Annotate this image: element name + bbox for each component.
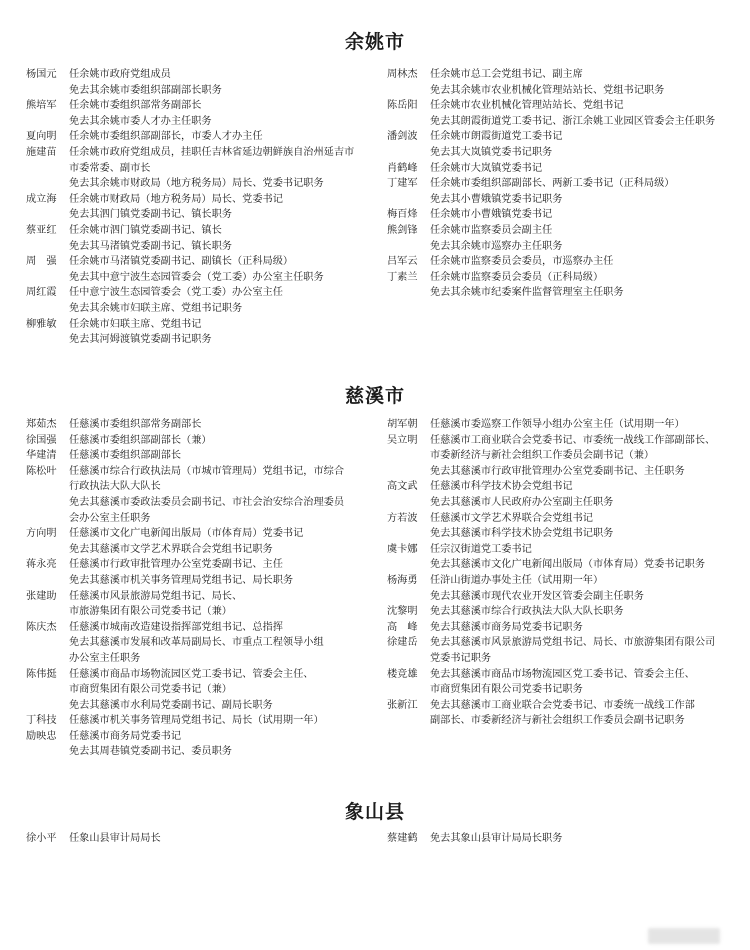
appointment-details	[430, 98, 727, 129]
appointment-details	[430, 270, 727, 301]
cixi-left-column	[26, 417, 366, 760]
person-name: 熊剑锋	[387, 224, 418, 236]
appointment-line: 免去其余姚市巡察办主任职务	[430, 240, 563, 252]
person-name: 胡军朝	[387, 419, 418, 430]
appointment-line: 免去其周巷镇党委副书记、委员职务	[69, 746, 232, 758]
appointment-line: 党委书记职务	[430, 652, 492, 664]
appointment-details	[430, 511, 727, 542]
appointment-line: 任余姚市政府党组成员，挂职任吉林省延边朝鲜族自治州延吉市	[69, 146, 355, 158]
appointment-line: 任慈溪市行政审批管理办公室党委副书记、主任	[69, 559, 283, 571]
appointment-line: 任慈溪市委组织部副部长（兼）	[69, 434, 212, 446]
appointment-line: 免去其慈溪市人民政府办公室副主任职务	[430, 496, 614, 508]
appointment-line: 免去其余姚市纪委案件监督管理室主任职务	[430, 287, 624, 299]
person-name: 成立海	[26, 193, 57, 205]
person-name: 熊培军	[26, 100, 57, 112]
cixi-right-column	[387, 417, 727, 729]
person-name: 潘剑波	[387, 131, 418, 143]
person-name: 蒋永亮	[26, 559, 57, 571]
appointment-line: 免去其慈溪市综合行政执法大队大队长职务	[430, 606, 624, 618]
appointment-line: 任余姚市农业机械化管理站站长、党组书记	[430, 100, 624, 112]
person-name: 蔡亚红	[26, 224, 57, 236]
appointment-entry	[387, 667, 727, 698]
xiangshan-left-column	[26, 831, 366, 847]
appointment-entry	[26, 589, 366, 620]
appointment-details	[69, 98, 366, 129]
appointment-line: 任慈溪市工商业联合会党委书记、市委统一战线工作部副部长、	[430, 434, 716, 446]
appointment-line: 任余姚市监察委员会副主任	[430, 224, 553, 236]
appointment-line: 任余姚市朗霞街道党工委书记	[430, 131, 563, 143]
appointment-line: 会办公室主任职务	[69, 512, 151, 524]
appointment-line: 免去其小曹娥镇党委书记职务	[430, 193, 563, 205]
appointment-line: 免去其马渚镇党委副书记、镇长职务	[69, 240, 232, 252]
appointment-details	[69, 557, 366, 588]
appointment-line: 免去其慈溪市水利局党委副书记、副局长职务	[69, 699, 273, 711]
person-name: 周 强	[26, 256, 57, 268]
appointment-line: 任余姚市监察委员会委员（正科局级）	[430, 271, 604, 283]
appointment-line: 免去其慈溪市发展和改革局副局长、市重点工程领导小组	[69, 637, 324, 649]
appointment-details	[430, 161, 727, 177]
appointment-line: 市旅游集团有限公司党委书记（兼）	[69, 606, 232, 618]
appointment-line: 免去其慈溪市文学艺术界联合会党组书记职务	[69, 543, 273, 555]
appointment-details	[430, 67, 727, 98]
appointment-details	[430, 604, 727, 620]
appointment-details	[69, 713, 366, 729]
appointment-entry	[26, 464, 366, 526]
person-name: 方若波	[387, 512, 418, 524]
appointment-line: 免去其慈溪市机关事务管理局党组书记、局长职务	[69, 574, 294, 586]
appointment-entry	[387, 270, 727, 301]
appointment-line: 任余姚市总工会党组书记、副主席	[430, 69, 583, 80]
appointment-details	[69, 317, 366, 348]
appointment-details	[430, 667, 727, 698]
appointment-line: 免去其河姆渡镇党委副书记职务	[69, 334, 212, 346]
appointment-line: 免去其慈溪市行政审批管理办公室党委副书记、主任职务	[430, 465, 685, 477]
appointment-line: 免去其泗门镇党委副书记、镇长职务	[69, 209, 232, 221]
appointment-line: 任余姚市监察委员会委员，市巡察办主任	[430, 256, 614, 268]
appointment-line: 免去其余姚市委人才办主任职务	[69, 115, 212, 127]
appointment-details	[430, 207, 727, 223]
appointment-line: 任慈溪市委巡察工作领导小组办公室主任（试用期一年）	[430, 419, 685, 430]
appointment-entry	[387, 511, 727, 542]
appointment-entry	[387, 698, 727, 729]
appointment-entry	[26, 729, 366, 760]
appointment-details	[430, 831, 727, 847]
appointment-entry	[26, 667, 366, 714]
appointment-entry	[387, 479, 727, 510]
person-name: 丁建军	[387, 178, 418, 190]
person-name: 梅百烽	[387, 209, 418, 221]
appointment-line: 任慈溪市委组织部常务副部长	[69, 419, 202, 430]
appointment-entry	[387, 254, 727, 270]
appointment-line: 行政执法大队大队长	[69, 481, 161, 493]
appointment-entry	[387, 573, 727, 604]
person-name: 周林杰	[387, 69, 418, 80]
appointment-line: 免去其慈溪市文化广电新闻出版局（市体育局）党委书记职务	[430, 559, 706, 571]
appointment-line: 免去其象山县审计局局长职务	[430, 833, 563, 844]
section-title-cixi: 慈溪市	[344, 385, 405, 407]
person-name: 吕军云	[387, 256, 418, 268]
person-name: 徐小平	[26, 833, 57, 844]
appointment-line: 市商贸集团有限公司党委书记职务	[430, 684, 583, 696]
appointment-entry	[387, 98, 727, 129]
appointment-line: 任慈溪市委组织部副部长	[69, 450, 182, 462]
appointment-entry	[26, 417, 366, 433]
person-name: 方向明	[26, 528, 57, 540]
appointment-entry	[26, 223, 366, 254]
person-name: 蔡建鹤	[387, 833, 418, 844]
appointment-line: 任慈溪市商务局党委书记	[69, 730, 182, 742]
appointment-line: 免去其慈溪市风景旅游局党组书记、局长、市旅游集团有限公司	[430, 637, 716, 649]
appointment-line: 免去其慈溪市现代农业开发区管委会副主任职务	[430, 590, 644, 602]
appointment-line: 免去其慈溪市商品市场物流园区党工委书记、管委会主任、	[430, 668, 695, 680]
appointment-details	[430, 620, 727, 636]
appointment-line: 市委新经济与新社会组织工作委员会副书记（兼）	[430, 450, 655, 462]
appointment-details	[69, 285, 366, 316]
appointment-entry	[26, 129, 366, 145]
person-name: 徐建岳	[387, 637, 418, 649]
appointment-line: 市商贸集团有限公司党委书记（兼）	[69, 684, 232, 696]
appointment-entry	[26, 317, 366, 348]
appointment-entry	[26, 285, 366, 316]
person-name: 丁素兰	[387, 271, 418, 283]
section-title-yuyao: 余姚市	[344, 31, 405, 53]
appointment-details	[69, 417, 366, 433]
appointment-details	[69, 526, 366, 557]
appointment-line: 任余姚市委组织部常务副部长	[69, 100, 202, 112]
watermark	[648, 928, 720, 944]
yuyao-right-column	[387, 67, 727, 301]
appointment-line: 任余姚市马渚镇党委副书记、副镇长（正科局级）	[69, 256, 294, 268]
appointment-line: 免去其慈溪市商务局党委书记职务	[430, 621, 583, 633]
appointment-line: 任慈溪市商品市场物流园区党工委书记、管委会主任、	[69, 668, 314, 680]
appointment-line: 任余姚市财政局（地方税务局）局长、党委书记	[69, 193, 283, 205]
appointment-line: 任余姚市大岚镇党委书记	[430, 162, 543, 174]
appointment-entry	[387, 207, 727, 223]
appointment-line: 任慈溪市综合行政执法局（市城市管理局）党组书记，市综合	[69, 465, 345, 477]
appointment-entry	[26, 67, 366, 98]
appointment-details	[430, 223, 727, 254]
appointment-entry	[26, 831, 366, 847]
yuyao-left-column	[26, 67, 366, 348]
appointment-details	[69, 145, 366, 192]
appointment-line: 任余姚市委组织部副部长、两新工委书记（正科局级）	[430, 178, 675, 190]
person-name: 徐国强	[26, 434, 57, 446]
appointment-entry	[387, 542, 727, 573]
appointment-entry	[387, 129, 727, 160]
appointment-entry	[26, 448, 366, 464]
appointment-entry	[26, 526, 366, 557]
appointment-entry	[387, 831, 727, 847]
appointment-entry	[26, 98, 366, 129]
appointment-details	[430, 433, 727, 480]
appointment-entry	[26, 620, 366, 667]
appointment-details	[69, 831, 366, 847]
appointment-details	[69, 129, 366, 145]
person-name: 丁科技	[26, 715, 57, 727]
appointment-entry	[26, 145, 366, 192]
appointment-line: 任余姚市小曹娥镇党委书记	[430, 209, 553, 221]
person-name: 夏向明	[26, 131, 57, 143]
appointment-line: 免去其余姚市农业机械化管理站站长、党组书记职务	[430, 84, 665, 96]
appointment-details	[430, 698, 727, 729]
appointment-details	[69, 667, 366, 714]
xiangshan-right-column	[387, 831, 727, 847]
appointment-line: 免去其慈溪市工商业联合会党委书记、市委统一战线工作部	[430, 699, 695, 711]
person-name: 周红霞	[26, 287, 57, 299]
person-name: 陈庆杰	[26, 621, 57, 633]
appointment-details	[430, 635, 727, 666]
appointment-line: 任浒山街道办事处主任（试用期一年）	[430, 574, 604, 586]
appointment-details	[69, 192, 366, 223]
person-name: 励映忠	[26, 730, 57, 742]
person-name: 沈黎明	[387, 606, 418, 618]
appointment-line: 任余姚市政府党组成员	[69, 69, 171, 80]
appointment-details	[69, 223, 366, 254]
appointment-entry	[26, 557, 366, 588]
appointment-line: 任慈溪市科学技术协会党组书记	[430, 481, 573, 493]
section-title-xiangshan: 象山县	[344, 801, 405, 823]
person-name: 高文武	[387, 481, 418, 493]
appointment-details	[69, 433, 366, 449]
appointment-line: 任宗汉街道党工委书记	[430, 543, 532, 555]
appointment-details	[69, 620, 366, 667]
appointment-line: 任象山县审计局局长	[69, 833, 161, 844]
appointment-entry	[26, 713, 366, 729]
appointment-line: 任中意宁波生态园管委会（党工委）办公室主任	[69, 287, 283, 299]
person-name: 华建清	[26, 450, 57, 462]
person-name: 郑茹杰	[26, 419, 57, 430]
person-name: 杨国元	[26, 69, 57, 80]
appointment-details	[69, 589, 366, 620]
appointment-line: 副部长、市委新经济与新社会组织工作委员会副书记职务	[430, 715, 685, 727]
appointment-line: 办公室主任职务	[69, 652, 141, 664]
appointment-details	[69, 464, 366, 526]
appointment-line: 免去其余姚市委组织部副部长职务	[69, 84, 222, 96]
appointment-details	[430, 479, 727, 510]
appointment-entry	[387, 417, 727, 433]
appointment-entry	[387, 635, 727, 666]
appointment-entry	[26, 192, 366, 223]
appointment-details	[430, 542, 727, 573]
person-name: 楼竞雄	[387, 668, 418, 680]
person-name: 高 峰	[387, 621, 418, 633]
appointment-details	[430, 129, 727, 160]
appointment-line: 免去其余姚市财政局（地方税务局）局长、党委书记职务	[69, 178, 324, 190]
appointment-line: 任慈溪市文化广电新闻出版局（市体育局）党委书记	[69, 528, 304, 540]
appointment-line: 免去其中意宁波生态园管委会（党工委）办公室主任职务	[69, 271, 324, 283]
appointment-line: 免去其慈溪市科学技术协会党组书记职务	[430, 528, 614, 540]
appointment-line: 免去其大岚镇党委书记职务	[430, 146, 553, 158]
person-name: 陈伟挺	[26, 668, 57, 680]
appointment-entry	[387, 223, 727, 254]
appointment-line: 任余姚市妇联主席、党组书记	[69, 318, 202, 330]
person-name: 杨海勇	[387, 574, 418, 586]
person-name: 柳雅敏	[26, 318, 57, 330]
appointment-details	[69, 448, 366, 464]
appointment-line: 免去其余姚市妇联主席、党组书记职务	[69, 302, 243, 314]
appointment-line: 任余姚市委组织部副部长，市委人才办主任	[69, 131, 263, 143]
person-name: 施建苗	[26, 146, 57, 158]
appointment-line: 任慈溪市风景旅游局党组书记、局长、	[69, 590, 243, 602]
appointment-line: 任慈溪市机关事务管理局党组书记、局长（试用期一年）	[69, 715, 324, 727]
appointment-line: 任余姚市泗门镇党委副书记、镇长	[69, 224, 222, 236]
appointment-entry	[26, 254, 366, 285]
person-name: 肖鹤峰	[387, 162, 418, 174]
person-name: 虞卡娜	[387, 543, 418, 555]
appointment-entry	[387, 604, 727, 620]
appointment-entry	[387, 433, 727, 480]
appointment-details	[430, 417, 727, 433]
person-name: 陈松叶	[26, 465, 57, 477]
appointment-entry	[387, 176, 727, 207]
appointment-entry	[387, 161, 727, 177]
appointment-line: 任慈溪市文学艺术界联合会党组书记	[430, 512, 593, 524]
appointment-entry	[387, 67, 727, 98]
person-name: 陈岳阳	[387, 100, 418, 112]
person-name: 吴立明	[387, 434, 418, 446]
appointment-line: 市委常委、副市长	[69, 162, 151, 174]
appointment-entry	[387, 620, 727, 636]
appointment-details	[430, 176, 727, 207]
person-name: 张新江	[387, 699, 418, 711]
appointment-entry	[26, 433, 366, 449]
person-name: 张建助	[26, 590, 57, 602]
appointment-line: 免去其朗霞街道党工委书记、浙江余姚工业园区管委会主任职务	[430, 115, 716, 127]
appointment-line: 任慈溪市城南改造建设指挥部党组书记、总指挥	[69, 621, 283, 633]
appointment-details	[69, 729, 366, 760]
appointment-details	[430, 254, 727, 270]
appointment-details	[430, 573, 727, 604]
appointment-details	[69, 254, 366, 285]
appointment-details	[69, 67, 366, 98]
appointment-line: 免去其慈溪市委政法委员会副书记、市社会治安综合治理委员	[69, 496, 345, 508]
